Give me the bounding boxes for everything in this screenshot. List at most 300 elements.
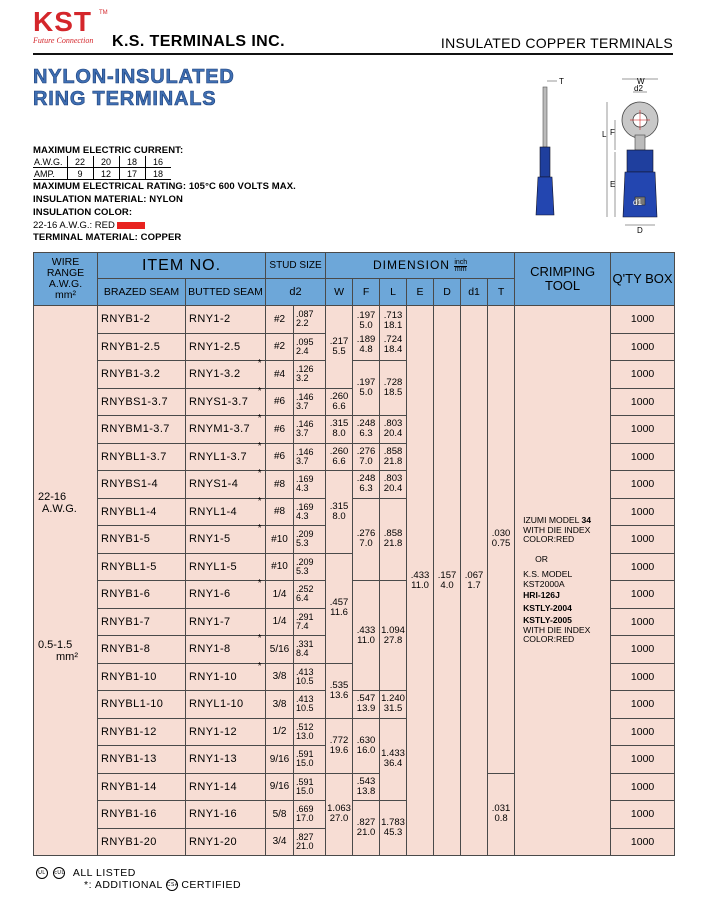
butted-seam-cell <box>186 413 266 444</box>
w-inch: .315 <box>329 418 349 430</box>
qty-cell <box>611 553 675 581</box>
qty-cell <box>611 498 675 526</box>
l-cell <box>380 691 407 719</box>
stud-size-cell <box>266 801 294 829</box>
d2-mm: 15.0 <box>296 785 314 796</box>
item-code: RNY1-14 <box>189 780 238 793</box>
item-no-header: ITEM NO. <box>98 253 266 279</box>
qty-cell <box>611 333 675 361</box>
additional-cert-star: * <box>257 413 263 424</box>
label-L: L <box>602 130 607 139</box>
item-code: RNY1-13 <box>189 753 238 766</box>
f-cell <box>353 306 380 361</box>
d1-mm: 1.7 <box>467 579 481 591</box>
d2-mm: 10.5 <box>296 675 314 686</box>
item-code: RNYBS1-3.7 <box>101 395 168 408</box>
l-inch: .858 <box>383 445 403 457</box>
stud-size-cell <box>266 306 294 334</box>
item-code: RNYBL1-5 <box>101 560 157 573</box>
red-color-swatch <box>117 222 145 229</box>
qty-cell <box>611 443 675 471</box>
stud-size: #2 <box>273 341 286 353</box>
item-code: RNYL1-4 <box>189 505 238 518</box>
crimp-line: COLOR:RED <box>523 634 575 645</box>
csa-icon: CSA <box>166 879 178 891</box>
item-code: RNYB1-14 <box>101 780 157 793</box>
qty-cell <box>611 828 675 856</box>
item-code: RNYB1-8 <box>101 643 151 656</box>
qty-value: 1000 <box>630 395 655 408</box>
qty-cell <box>611 608 675 636</box>
awg-value: 22 <box>67 156 93 168</box>
qty-value: 1000 <box>630 753 655 766</box>
stud-size: #8 <box>273 506 286 518</box>
stud-size-cell <box>266 663 294 691</box>
d2-mm: 13.0 <box>296 730 314 741</box>
logo-tagline: Future Connection <box>33 36 94 45</box>
f-inch: .630 <box>356 734 376 746</box>
butted-seam-cell <box>186 633 266 664</box>
d2-cell <box>294 388 326 416</box>
qty-value: 1000 <box>630 588 655 601</box>
d2-cell <box>294 361 326 389</box>
d-header: D <box>434 279 461 306</box>
d2-cell <box>294 801 326 829</box>
d2-mm: 5.3 <box>296 538 309 549</box>
cul-icon: cUL <box>53 867 65 879</box>
w-cell <box>326 773 353 856</box>
d2-mm: 3.7 <box>296 455 309 466</box>
l-mm: 20.4 <box>383 483 403 495</box>
label-W: W <box>637 77 645 86</box>
stud-size: #8 <box>273 478 286 490</box>
crimping-tool-cell <box>515 306 611 856</box>
qty-value: 1000 <box>630 808 655 821</box>
stud-size: 5/8 <box>272 808 287 820</box>
item-code: RNYB1-6 <box>101 588 151 601</box>
brazed-seam-cell <box>98 526 186 554</box>
stud-size-cell <box>266 746 294 774</box>
amp-value: 17 <box>119 168 145 180</box>
crimping-tool-header: CRIMPING TOOL <box>515 253 611 306</box>
butted-seam-cell <box>186 468 266 499</box>
crimp-line: WITH DIE INDEX <box>523 624 591 635</box>
l-inch: 1.094 <box>381 624 405 636</box>
item-code: RNY1-20 <box>189 835 238 848</box>
butted-seam-cell <box>186 523 266 554</box>
d2-mm: 2.4 <box>296 345 309 356</box>
item-code: RNYB1-13 <box>101 753 157 766</box>
table-row <box>34 306 675 334</box>
d2-mm: 7.4 <box>296 620 309 631</box>
l-cell <box>380 581 407 691</box>
w-mm: 6.6 <box>332 455 346 467</box>
stud-size: 5/16 <box>269 643 290 655</box>
f-mm: 6.3 <box>359 428 373 440</box>
color-awg-text: 22-16 A.W.G.: RED <box>33 220 115 231</box>
brazed-seam-cell <box>98 581 186 609</box>
qty-value: 1000 <box>630 725 655 738</box>
stud-size: #6 <box>273 423 286 435</box>
d2-inch: .291 <box>296 611 314 622</box>
stud-size: #6 <box>273 451 286 463</box>
additional-cert-star: * <box>257 633 263 644</box>
f-mm: 21.0 <box>356 827 376 838</box>
f-inch: .547 <box>356 693 376 705</box>
product-category: INSULATED COPPER TERMINALS <box>440 35 673 51</box>
f-mm: 4.8 <box>359 344 373 355</box>
crimp-line: WITH DIE INDEX <box>523 524 591 535</box>
f-inch: .197 <box>356 377 376 388</box>
qty-value: 1000 <box>630 698 655 711</box>
d2-mm: 21.0 <box>296 840 314 851</box>
w-cell <box>326 718 353 773</box>
w-cell <box>326 663 353 718</box>
d2-inch: .331 <box>296 639 314 650</box>
d2-cell <box>294 608 326 636</box>
f-mm: 13.8 <box>356 785 376 797</box>
d2-mm: 2.2 <box>296 318 309 329</box>
d2-mm: 4.3 <box>296 510 309 521</box>
w-mm: 27.0 <box>329 813 349 825</box>
stud-size: 9/16 <box>269 781 290 793</box>
amp-value: 12 <box>93 168 119 180</box>
d1-header: d1 <box>461 279 488 306</box>
stud-size: 3/4 <box>272 836 287 848</box>
certified-text: CERTIFIED <box>181 879 242 891</box>
e-mm: 11.0 <box>411 579 429 591</box>
w-cell <box>326 553 353 663</box>
f-mm: 5.0 <box>359 387 373 398</box>
f-inch: .248 <box>356 418 376 430</box>
stud-size-cell <box>266 388 294 416</box>
d2-mm: 3.2 <box>296 373 309 384</box>
w-mm: 5.5 <box>332 345 346 357</box>
f-mm: 16.0 <box>356 744 376 756</box>
label-F: F <box>610 128 615 137</box>
l-cell <box>380 361 407 416</box>
l-cell <box>380 416 407 444</box>
stud-size-header: STUD SIZE <box>266 253 326 279</box>
crimp-line: K.S. MODEL <box>523 569 573 580</box>
d2-mm: 15.0 <box>296 758 314 769</box>
stud-size: 3/8 <box>272 671 287 683</box>
item-code: RNYB1-16 <box>101 808 157 821</box>
item-code: RNYB1-10 <box>101 670 157 683</box>
butted-seam-cell <box>186 578 266 609</box>
brazed-seam-cell <box>98 718 186 746</box>
item-code: RNYBM1-3.7 <box>101 423 170 436</box>
w-inch: .772 <box>329 734 349 746</box>
item-code: RNY1-10 <box>189 670 238 683</box>
amp-value: 18 <box>145 168 171 180</box>
stud-size: 9/16 <box>269 753 290 765</box>
d2-mm: 4.3 <box>296 483 309 494</box>
l-cell <box>380 498 407 581</box>
d2-inch: .591 <box>296 749 314 760</box>
qty-cell <box>611 581 675 609</box>
d1-cell <box>461 306 488 856</box>
l-mm: 18.4 <box>383 344 403 355</box>
l-mm: 36.4 <box>383 758 403 770</box>
f-cell <box>353 443 380 471</box>
qty-cell <box>611 416 675 444</box>
qty-value: 1000 <box>630 615 655 628</box>
brazed-seam-header: BRAZED SEAM <box>98 279 186 306</box>
qty-cell <box>611 471 675 499</box>
crimp-line: KSTLY-2004 <box>523 602 572 613</box>
f-inch: .276 <box>356 528 376 540</box>
additional-cert-star: * <box>257 385 263 397</box>
d2-inch: .169 <box>296 474 314 485</box>
awg-value: 16 <box>145 156 171 168</box>
d2-inch: .252 <box>296 584 314 595</box>
item-code: RNY1-2 <box>189 313 231 326</box>
side-barrel-sleeve <box>540 147 550 177</box>
qty-cell <box>611 306 675 334</box>
stud-size-cell <box>266 443 294 471</box>
f-inch: .543 <box>356 775 376 787</box>
f-mm: 5.0 <box>359 320 373 331</box>
insulation-material: INSULATION MATERIAL: NYLON <box>33 194 184 205</box>
f-inch: .189 <box>356 334 376 345</box>
listed-note <box>38 867 136 879</box>
qty-value: 1000 <box>630 643 655 656</box>
qty-value: 1000 <box>630 450 655 463</box>
w-inch: .457 <box>329 597 349 608</box>
crimp-line: COLOR:RED <box>523 534 575 545</box>
l-inch: .728 <box>383 377 403 388</box>
l-cell <box>380 801 407 856</box>
certified-note <box>84 879 241 891</box>
qty-cell <box>611 718 675 746</box>
brazed-seam-cell <box>98 746 186 774</box>
wire-range-awg-unit: A.W.G. <box>42 503 77 515</box>
stud-size: #4 <box>273 368 286 380</box>
stud-size-cell <box>266 636 294 664</box>
d2-inch: .512 <box>296 721 314 732</box>
wire-range-mm: 0.5-1.5 <box>38 639 73 651</box>
d2-inch: .413 <box>296 694 314 705</box>
stud-size-cell <box>266 581 294 609</box>
d2-cell <box>294 526 326 554</box>
l-cell <box>380 306 407 361</box>
item-code: RNY1-8 <box>189 643 231 656</box>
butted-seam-cell <box>186 828 266 856</box>
f-cell <box>353 801 380 856</box>
w-mm: 8.0 <box>332 510 346 522</box>
qty-cell <box>611 746 675 774</box>
brazed-seam-cell <box>98 663 186 691</box>
unit-mm: mm <box>454 265 467 273</box>
qty-cell <box>611 526 675 554</box>
d2-inch: .209 <box>296 529 314 540</box>
company-name: K.S. TERMINALS INC. <box>112 33 285 50</box>
w-cell <box>326 306 353 389</box>
additional-cert-star: * <box>257 358 263 369</box>
page-title-line2: RING TERMINALS <box>33 88 217 110</box>
stud-size: 1/2 <box>272 726 287 738</box>
t-mm: 0.8 <box>494 813 508 825</box>
f-cell <box>353 718 380 773</box>
d2-inch: .146 <box>296 391 314 402</box>
terminal-material: TERMINAL MATERIAL: COPPER <box>33 232 182 243</box>
insulation-color-label: INSULATION COLOR: <box>33 207 133 218</box>
header-divider <box>33 53 673 55</box>
d2-header: d2 <box>266 279 326 306</box>
brazed-seam-cell <box>98 801 186 829</box>
amp-value: 9 <box>67 168 93 180</box>
qty-value: 1000 <box>630 835 655 848</box>
stud-size-cell <box>266 361 294 389</box>
butted-seam-cell <box>186 440 266 471</box>
qty-value: 1000 <box>630 313 655 326</box>
d-inch: .157 <box>437 569 457 581</box>
qty-value: 1000 <box>630 423 655 436</box>
wire-range-awg: 22-16 <box>38 491 67 503</box>
w-header: W <box>326 279 353 306</box>
f-cell <box>353 498 380 581</box>
item-code: RNY1-16 <box>189 808 238 821</box>
l-inch: 1.783 <box>381 817 405 828</box>
l-inch: .803 <box>383 473 403 485</box>
d-cell <box>434 306 461 856</box>
qty-cell <box>611 773 675 801</box>
item-code: RNY1-6 <box>189 588 231 601</box>
butted-seam-cell <box>186 691 266 719</box>
d2-cell <box>294 636 326 664</box>
item-code: RNY1-7 <box>189 615 231 628</box>
crimp-izumi-text: IZUMI MODEL <box>523 515 582 526</box>
awg-unit-header: A.W.G. <box>48 278 83 290</box>
w-inch: .260 <box>329 445 349 457</box>
item-code: RNYB1-20 <box>101 835 157 848</box>
l-mm: 21.8 <box>383 538 403 550</box>
f-mm: 6.3 <box>359 483 373 495</box>
w-mm: 11.6 <box>330 607 348 618</box>
awg-value: 20 <box>93 156 119 168</box>
f-inch: .276 <box>356 445 376 457</box>
wire-range-cell <box>34 306 98 856</box>
d2-inch: .413 <box>296 666 314 677</box>
f-inch: .197 <box>356 310 376 321</box>
d2-mm: 5.3 <box>296 565 309 576</box>
d2-mm: 8.4 <box>296 648 309 659</box>
d2-cell <box>294 471 326 499</box>
item-code: RNYB1-3.2 <box>101 368 161 381</box>
max-rating: MAXIMUM ELECTRICAL RATING: 105°C 600 VOLTS MAX. <box>33 181 296 192</box>
crimp-izumi-model: 34 <box>581 515 592 526</box>
brazed-seam-cell <box>98 306 186 334</box>
item-code: RNYB1-2.5 <box>101 340 161 353</box>
d-mm: 4.0 <box>440 579 454 591</box>
d2-inch: .827 <box>296 831 314 842</box>
butted-seam-cell <box>186 608 266 636</box>
d2-cell <box>294 718 326 746</box>
f-cell <box>353 691 380 719</box>
ul-icon: UL <box>36 867 48 879</box>
awg-row <box>33 156 171 168</box>
l-mm: 45.3 <box>383 827 403 838</box>
butted-seam-cell <box>186 773 266 801</box>
l-header: L <box>380 279 407 306</box>
w-inch: .535 <box>329 679 349 691</box>
stud-size-cell <box>266 691 294 719</box>
f-cell <box>353 773 380 801</box>
l-inch: .724 <box>383 334 403 345</box>
stud-size-cell <box>266 608 294 636</box>
f-mm: 13.9 <box>356 703 376 715</box>
header-row-1 <box>34 253 675 279</box>
f-inch: .248 <box>356 473 376 485</box>
crimp-line: KSTLY-2005 <box>523 615 572 626</box>
l-inch: .803 <box>383 418 403 430</box>
side-insulation <box>536 177 554 215</box>
stud-size: #10 <box>271 533 288 545</box>
label-E: E <box>610 180 616 189</box>
wire-range-header <box>34 253 98 306</box>
item-code: RNYS1-3.7 <box>189 395 249 408</box>
label-d1: d1 <box>633 198 642 207</box>
butted-seam-cell <box>186 358 266 389</box>
stud-size-cell <box>266 526 294 554</box>
stud-size: #6 <box>273 396 286 408</box>
w-cell <box>326 471 353 554</box>
crimp-or: OR <box>535 553 548 564</box>
d2-cell <box>294 498 326 526</box>
terminal-drawing <box>525 75 675 235</box>
butted-seam-cell <box>186 553 266 581</box>
additional-text: : ADDITIONAL <box>88 879 163 891</box>
insulation-color-value <box>33 220 145 231</box>
d2-inch: .146 <box>296 419 314 430</box>
brazed-seam-cell <box>98 691 186 719</box>
spec-table <box>33 252 675 856</box>
brazed-seam-cell <box>98 828 186 856</box>
w-cell <box>326 416 353 444</box>
d2-cell <box>294 306 326 334</box>
l-mm: 21.8 <box>383 455 403 467</box>
item-code: RNYBL1-3.7 <box>101 450 167 463</box>
d1-inch: .067 <box>464 569 484 581</box>
qty-value: 1000 <box>630 505 655 518</box>
t-cell <box>488 773 515 856</box>
logo-trademark: TM <box>99 10 108 16</box>
qty-box-header: Q'TY BOX <box>611 253 675 306</box>
additional-cert-star: * <box>257 523 263 534</box>
unit-inch: inch <box>454 258 468 266</box>
l-mm: 20.4 <box>383 428 403 440</box>
l-inch: .713 <box>383 310 403 321</box>
logo-text: KST <box>33 6 92 37</box>
butted-seam-cell <box>186 746 266 774</box>
item-code: RNYL1-3.7 <box>189 450 248 463</box>
stud-size-cell <box>266 416 294 444</box>
d2-inch: .209 <box>296 556 314 567</box>
item-code: RNY1-2.5 <box>189 340 241 353</box>
item-code: RNYBL1-10 <box>101 698 164 711</box>
additional-cert-star: * <box>257 468 263 479</box>
mm2-unit-header: mm² <box>55 289 76 301</box>
f-inch: .433 <box>356 624 376 636</box>
amp-rating-table <box>33 156 171 180</box>
item-code: RNYL1-10 <box>189 698 244 711</box>
company-logo <box>33 8 113 52</box>
label-D: D <box>637 226 643 235</box>
l-cell <box>380 443 407 471</box>
label-d2: d2 <box>634 84 643 93</box>
d2-mm: 10.5 <box>296 703 314 714</box>
